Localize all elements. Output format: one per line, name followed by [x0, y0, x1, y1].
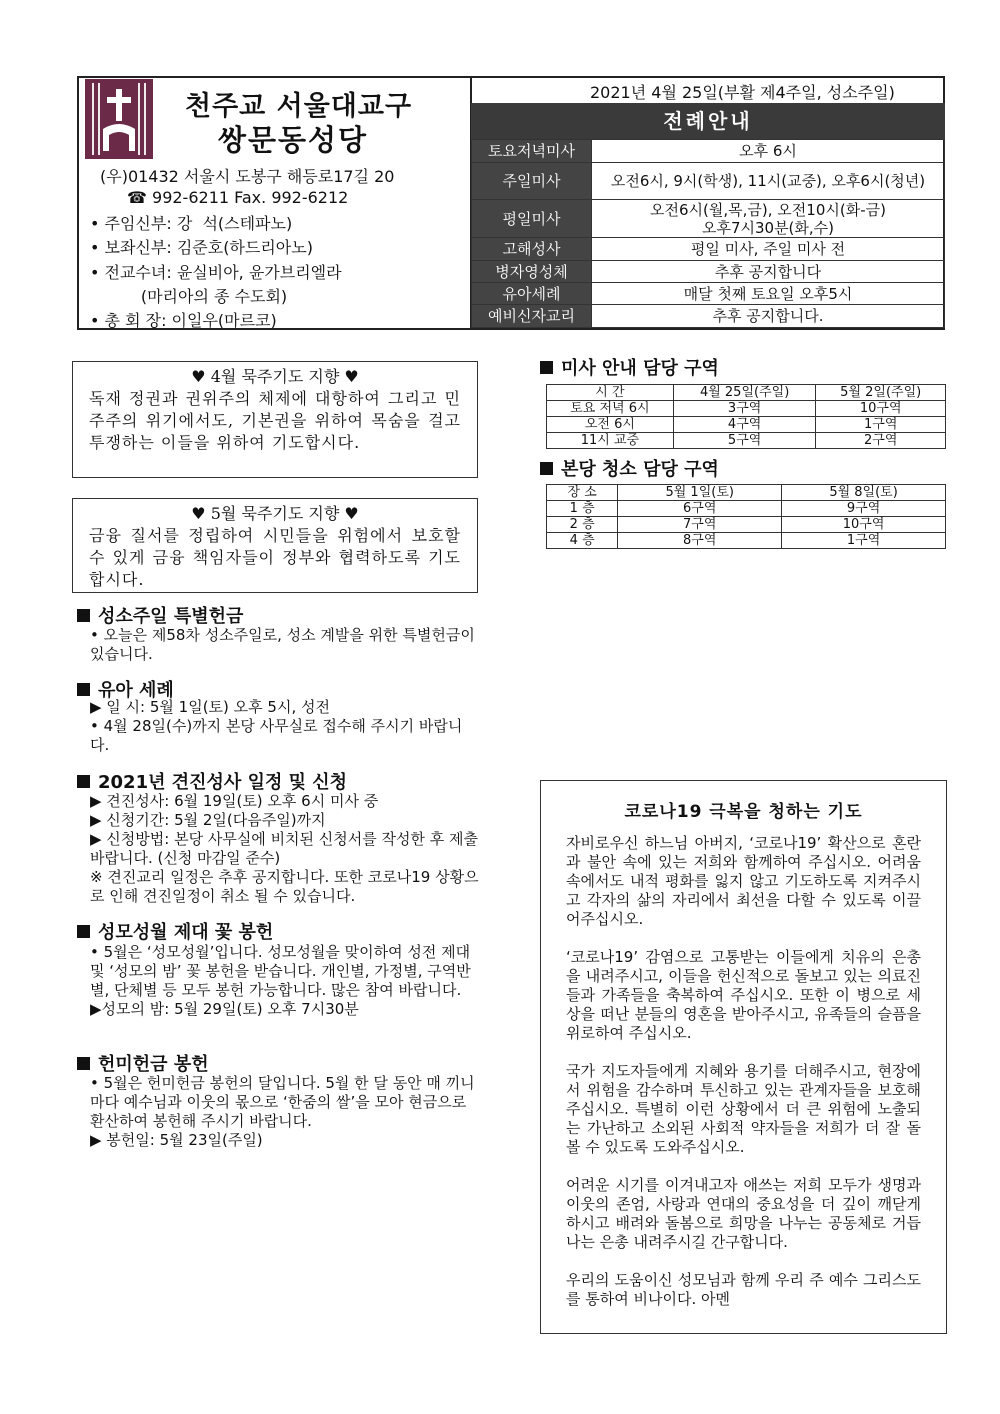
vocation-title: 성소주일 특별헌금	[77, 602, 243, 628]
diocese-title: 천주교 서울대교구	[185, 91, 413, 122]
liturgy-heading: 전례안내	[471, 103, 945, 139]
liturgy-label: 유아세례	[472, 283, 592, 305]
table-cell: 2 층	[547, 517, 618, 533]
liturgy-value: 오후 6시	[592, 140, 945, 163]
rice-line: • 5월은 헌미헌금 봉헌의 달입니다. 5월 한 달 동안 매 끼니마다 예수님과 이웃의 몫으로 ‘한줌의 쌀’을 모아 현금으로 환산하여 봉헌해 주시기 바랍니다.	[90, 1074, 475, 1130]
phone-fax: ☎ 992-6211 Fax. 992-6212	[127, 188, 349, 207]
liturgy-table	[471, 139, 945, 328]
liturgy-value: 매달 첫째 토요일 오후5시	[592, 283, 945, 305]
flowers-body	[90, 943, 480, 1019]
table-row	[472, 200, 945, 238]
mass-guide-table	[546, 384, 946, 449]
flowers-line: ▶성모의 밤: 5월 29일(토) 오후 7시30분	[90, 1000, 359, 1018]
confirmation-line: ※ 견진교리 일정은 추후 공지합니다. 또한 코로나19 상황으로 인해 견진일정이 취소 될 수 있습니다.	[90, 868, 479, 905]
table-cell: 11시 교중	[547, 433, 674, 449]
table-row	[547, 433, 946, 449]
staff-president: • 총 회 장: 이일우(마르코)	[90, 311, 277, 330]
baptism-body	[90, 698, 480, 755]
header-cell: 장 소	[547, 485, 618, 501]
rice-line: ▶ 봉헌일: 5월 23일(주일)	[90, 1131, 263, 1149]
table-cell: 토요 저녁 6시	[547, 401, 674, 417]
liturgy-value: 오전6시(월,목,금), 오전10시(화-금) 오후7시30분(화,수)	[592, 200, 945, 238]
table-cell: 4구역	[673, 417, 816, 433]
liturgy-value: 평일 미사, 주일 미사 전	[592, 238, 945, 261]
table-cell: 3구역	[673, 401, 816, 417]
may-prayer-text: 금융 질서를 정립하여 시민들을 위험에서 보호할 수 있게 금융 책임자들이 정부와 협력하도록 기도합시다.	[89, 526, 461, 589]
header-cell: 5월 1일(토)	[618, 485, 782, 501]
mass-guide-title: 미사 안내 담당 구역	[540, 354, 719, 380]
cleaning-table	[546, 484, 946, 549]
corona-prayer-paragraph: 자비로우신 하느님 아버지, ‘코로나19’ 확산으로 혼란과 불안 속에 있는 저희와 함께하여 주십시오. 어려움 속에서도 내적 평화를 잃지 않고 기도하도록 지켜주시고 각자의 삶의 자리에서 최선을 다할 수 있도록 이끌어주십시오.	[566, 834, 921, 928]
table-row	[547, 417, 946, 433]
table-cell: 오전 6시	[547, 417, 674, 433]
liturgy-label: 평일미사	[472, 200, 592, 238]
address: (우)01432 서울시 도봉구 해등로17길 20	[100, 167, 395, 186]
table-cell: 2구역	[816, 433, 946, 449]
vocation-body	[90, 626, 480, 664]
baptism-line: ▶ 일 시: 5월 1일(토) 오후 5시, 성전	[90, 698, 330, 716]
confirmation-line: ▶ 견진성사: 6월 19일(토) 오후 6시 미사 중	[90, 792, 379, 810]
vocation-line: • 오늘은 제58차 성소주일로, 성소 계발을 위한 특별헌금이 있습니다.	[90, 626, 475, 663]
liturgy-label: 주일미사	[472, 163, 592, 200]
corona-prayer-paragraph: 우리의 도움이신 성모님과 함께 우리 주 예수 그리스도를 통하여 비나이다. 아멘	[566, 1271, 921, 1308]
staff-sisters: • 전교수녀: 윤실비아, 윤가브리엘라	[90, 263, 342, 282]
april-prayer-heading: ♥ 4월 묵주기도 지향 ♥	[191, 367, 359, 386]
table-row	[472, 163, 945, 200]
table-row	[472, 238, 945, 261]
table-cell: 1구역	[816, 417, 946, 433]
april-prayer-text: 독재 정권과 권위주의 체제에 대항하여 그리고 민주주의 위기에서도, 기본권을 위하여 목숨을 걸고 투쟁하는 이들을 위하여 기도합시다.	[89, 389, 461, 452]
may-prayer-box	[72, 498, 478, 593]
header-cell: 시 간	[547, 385, 674, 401]
square-bullet-icon	[540, 462, 553, 475]
april-prayer-box	[72, 361, 478, 478]
liturgy-value: 추후 공지합니다	[592, 261, 945, 283]
liturgy-value: 오전6시, 9시(학생), 11시(교중), 오후6시(청년)	[592, 163, 945, 200]
table-row	[547, 385, 946, 401]
baptism-line: • 4월 28일(수)까지 본당 사무실로 접수해 주시기 바랍니다.	[90, 717, 463, 754]
header-cell: 4월 25일(주일)	[673, 385, 816, 401]
header-cell: 5월 8일(토)	[782, 485, 946, 501]
square-bullet-icon	[77, 775, 90, 788]
rice-title: 헌미헌금 봉헌	[77, 1050, 209, 1076]
header-cell: 5월 2일(주일)	[816, 385, 946, 401]
corona-prayer-body	[566, 834, 921, 1328]
parish-title: 쌍문동성당	[218, 123, 369, 157]
confirmation-body	[90, 792, 480, 906]
table-row	[472, 283, 945, 305]
table-cell: 6구역	[618, 501, 782, 517]
parish-logo	[85, 79, 153, 159]
table-row	[547, 501, 946, 517]
flowers-line: • 5월은 ‘성모성월’입니다. 성모성월을 맞이하여 성전 제대 및 ‘성모의 밤’ 꽃 봉헌을 받습니다. 개인별, 가정별, 구역반별, 단체별 등 모두 봉헌 가능합니다. 많은 참여 바랍니다.	[90, 943, 471, 999]
liturgy-value: 추후 공지합니다.	[592, 305, 945, 328]
table-row	[547, 401, 946, 417]
square-bullet-icon	[540, 361, 553, 374]
table-cell: 8구역	[618, 533, 782, 549]
bulletin-date: 2021년 4월 25일(부활 제4주일, 성소주일)	[590, 83, 895, 102]
baptism-title: 유아 세례	[77, 676, 174, 702]
staff-order: (마리아의 종 수도회)	[90, 287, 288, 306]
corona-prayer-paragraph: 어려운 시기를 이겨내고자 애쓰는 저희 모두가 생명과 이웃의 존엄, 사랑과 연대의 중요성을 더 깊이 깨닫게 하시고 배려와 돌봄으로 희망을 나누는 공동체로 거듭나는 은총 내려주시길 간구합니다.	[566, 1176, 921, 1251]
cleaning-title: 본당 청소 담당 구역	[540, 455, 719, 481]
square-bullet-icon	[77, 683, 90, 696]
liturgy-label: 고해성사	[472, 238, 592, 261]
corona-prayer-paragraph: 국가 지도자들에게 지혜와 용기를 더해주시고, 현장에서 위험을 감수하며 투신하고 있는 관계자들을 보호해주십시오. 특별히 이런 상황에서 더 큰 위험에 노출되는 가난하고 소외된 사회적 약자들을 저희가 더 잘 돌볼 수 있도록 도와주십시오.	[566, 1062, 921, 1156]
may-prayer-heading: ♥ 5월 묵주기도 지향 ♥	[191, 504, 359, 523]
liturgy-label: 예비신자교리	[472, 305, 592, 328]
rice-body	[90, 1074, 480, 1150]
table-row	[472, 305, 945, 328]
confirmation-title: 2021년 견진성사 일정 및 신청	[77, 768, 347, 794]
table-cell: 1 층	[547, 501, 618, 517]
table-row	[547, 517, 946, 533]
confirmation-line: ▶ 신청방법: 본당 사무실에 비치된 신청서를 작성한 후 제출 바랍니다. (신청 마감일 준수)	[90, 830, 479, 867]
table-row	[472, 261, 945, 283]
square-bullet-icon	[77, 609, 90, 622]
corona-prayer-paragraph: ‘코로나19’ 감염으로 고통받는 이들에게 치유의 은총을 내려주시고, 이들을 헌신적으로 돌보고 있는 의료진들과 가족들을 축복하여 주십시오. 또한 이 병으로 세상을 떠난 분들의 영혼을 받아주시고, 유족들의 슬픔을 위로하여 주십시오.	[566, 948, 921, 1042]
table-cell: 5구역	[673, 433, 816, 449]
table-cell: 10구역	[782, 517, 946, 533]
table-cell: 1구역	[782, 533, 946, 549]
table-cell: 4 층	[547, 533, 618, 549]
flowers-title: 성모성월 제대 꽃 봉헌	[77, 918, 273, 944]
square-bullet-icon	[77, 925, 90, 938]
staff-pastor: • 주임신부: 강 석(스테파노)	[90, 214, 293, 233]
liturgy-label: 병자영성체	[472, 261, 592, 283]
confirmation-line: ▶ 신청기간: 5월 2일(다음주일)까지	[90, 811, 326, 829]
table-cell: 9구역	[782, 501, 946, 517]
table-cell: 10구역	[816, 401, 946, 417]
liturgy-label: 토요저녁미사	[472, 140, 592, 163]
table-row	[547, 533, 946, 549]
table-row	[472, 140, 945, 163]
staff-assistant: • 보좌신부: 김준호(하드리아노)	[90, 238, 313, 257]
corona-prayer-title: 코로나19 극복을 청하는 기도	[624, 802, 863, 822]
table-row	[547, 485, 946, 501]
table-cell: 7구역	[618, 517, 782, 533]
square-bullet-icon	[77, 1057, 90, 1070]
